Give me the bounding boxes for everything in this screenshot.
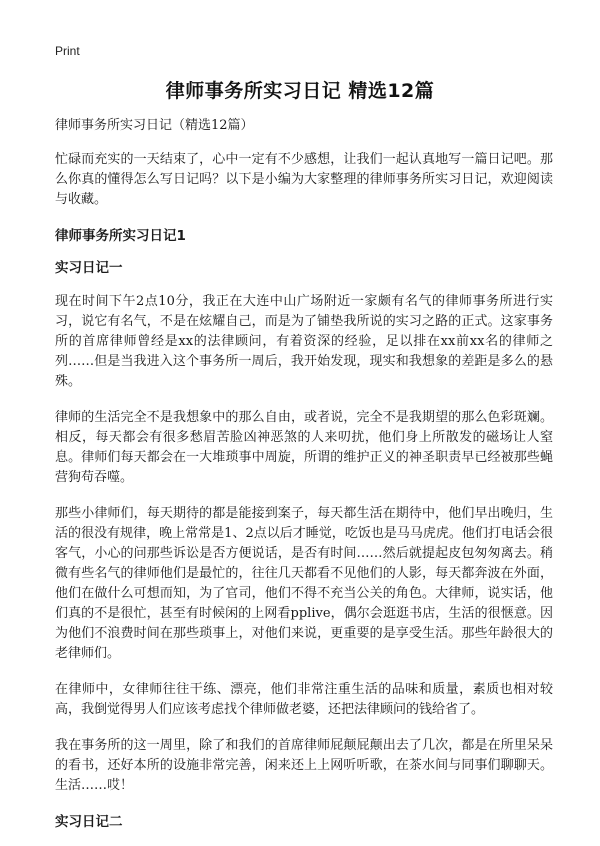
intro-paragraph: 忙碌而充实的一天结束了，心中一定有不少感想，让我们一起认真地写一篇日记吧。那么你真的懂得怎么写日记吗？以下是小编为大家整理的律师事务所实习日记，欢迎阅读与收藏。 [55,152,553,207]
section-title: 律师事务所实习日记1 [55,228,186,244]
document-body [55,116,553,846]
body-paragraph: 在律师中，女律师往往干练、漂亮，他们非常注重生活的品味和质量，素质也相对较高，我倒觉得男人们应该考虑找个律师做老婆，还把法律顾问的钱给省了。 [55,682,553,717]
body-paragraph: 那些小律师们，每天期待的都是能接到案子，每天都生活在期待中，他们早出晚归，生活的很没有规律，晚上常常是1、2点以后才睡觉，吃饭也是马马虎虎。他们打电话会很客气，小心的问那些诉讼是否方便说话，是否有时间……然后就提起皮包匆匆离去。稍微有些名气的律师他们是最忙的，往往几天都看不见他们的人影，每天都奔波在外面，他们在做什么可想而知，为了官司，他们不得不充当公关的角色。大律师，说实话，他们真的不是很忙，甚至有时候闲的上网看pplive，偶尔会逛逛书店，生活的很惬意。因为他们不浪费时间在那些琐事上，对他们来说，更重要的是享受生活。那些年龄很大的老律师们。 [55,506,553,661]
body-paragraph: 我在事务所的这一周里，除了和我们的首席律师屁颠屁颠出去了几次，都是在所里呆呆的看书，还好本所的设施非常完善，闲来还上上网听听歌，在茶水间与同事们聊聊天。生活……哎！ [55,738,553,793]
entry-title: 实习日记一 [55,260,123,276]
body-paragraph: 律师的生活完全不是我想象中的那么自由，或者说，完全不是我期望的那么色彩斑斓。相反，每天都会有很多愁眉苦脸凶神恶煞的人来叨扰，他们身上所散发的磁场让人窒息。律师们每天都会在一大堆琐事中周旋，所谓的维护正义的神圣职责早已经被那些蝇营狗苟吞噬。 [55,410,553,485]
entry-title: 实习日记二 [55,814,123,830]
body-paragraph: 现在时间下午2点10分，我正在大连中山广场附近一家颇有名气的律师事务所进行实习，说它有名气，不是在炫耀自己，而是为了铺垫我所说的实习之路的正式。这家事务所的首席律师曾经是xx的法律顾问，有着资深的经验，足以排在xx前xx名的律师之列……但是当我进入这个事务所一周后，我开始发现，现实和我想象的差距是多么的悬殊。 [55,294,553,389]
page-title: 律师事务所实习日记 精选12篇 [165,80,435,102]
document-subtitle: 律师事务所实习日记（精选12篇） [55,118,254,133]
print-link[interactable]: Print [55,44,80,58]
